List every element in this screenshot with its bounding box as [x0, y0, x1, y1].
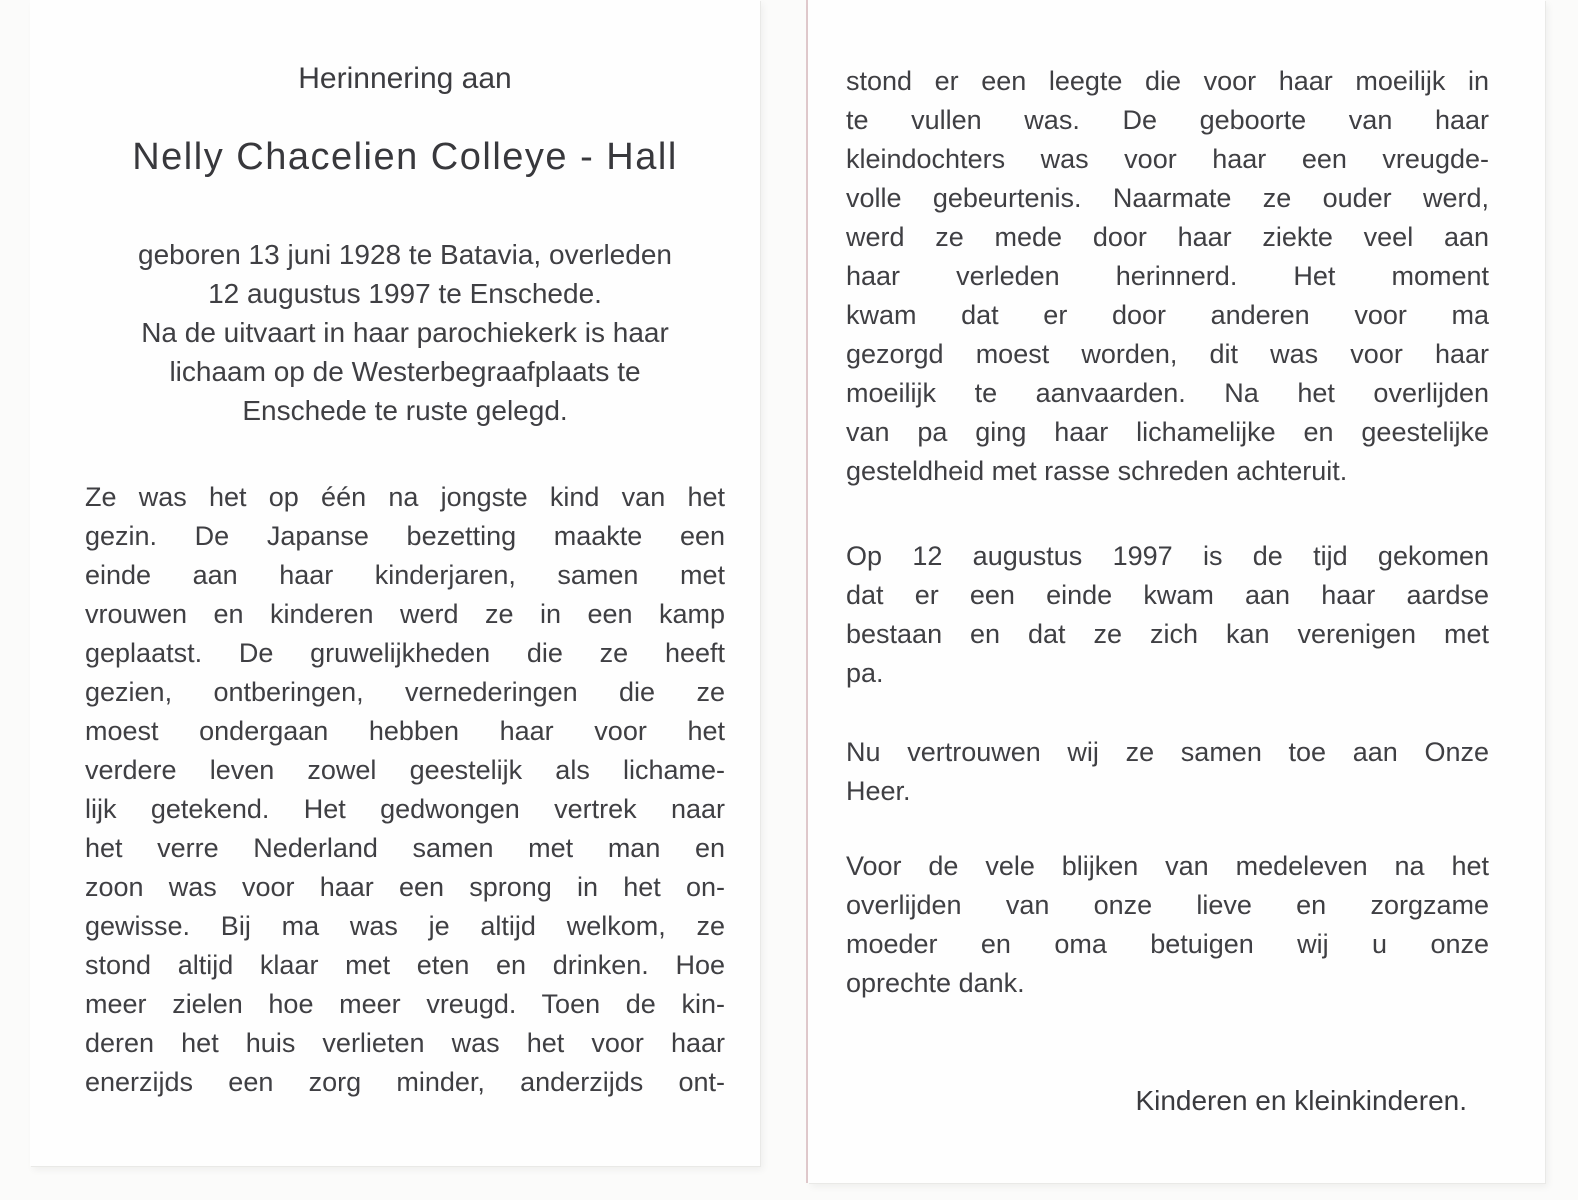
signature-line: Kinderen en kleinkinderen. — [1135, 1085, 1467, 1116]
right-paragraph-3: Nu vertrouwen wij ze samen toe aan Onze Heer. — [846, 737, 1489, 806]
left-body-text: Ze was het op één na jongste kind van het gezin. De Japanse bezetting maakte een einde aan haar kinderjaren, samen met vrouwen en kinderen werd ze in een kamp geplaatst. De gruwelijkheden die ze heeft gezien, ontberingen, vernederingen die ze moest ondergaan hebben haar voor het verdere leven zowel geestelijk als lichame- lijk getekend. Het gedwongen vertrek naar het verre Nederland samen met man en zoon was voor haar een sprong in het on- gewisse. Bij ma was je altijd welkom, ze stond altijd klaar met eten en drinken. Hoe meer zielen hoe meer vreugd. Toen de kin- deren het huis verlieten was het voor haar enerzijds een zorg minder, anderzijds ont- — [85, 482, 725, 1097]
right-paragraph-4: Voor de vele blijken van medeleven na het overlijden van onze lieve en zorgzame moeder en oma betuigen wij u onze oprechte dank. — [846, 851, 1489, 998]
card-page-right — [808, 0, 1545, 1183]
right-paragraph-1: stond er een leegte die voor haar moeilijk in te vullen was. De geboorte van haar kleindochters was voor haar een vreugde- volle gebeurtenis. Naarmate ze ouder werd, werd ze mede door haar ziekte veel aan haar verleden herinnerd. Het moment kwam dat er door anderen voor ma gezorgd moest worden, dit was voor haar moeilijk te aanvaarden. Na het overlijden van pa ging haar lichamelijke en geestelijke gesteldheid met rasse schreden achteruit. — [846, 66, 1489, 486]
card-page-left — [30, 0, 760, 1166]
birth-death-info: geboren 13 juni 1928 te Batavia, overleden 12 augustus 1997 te Enschede. Na de uitvaart in haar parochiekerk is haar lichaam op de Westerbegraafplaats te Enschede te ruste gelegd. — [138, 239, 672, 426]
page-header: Herinnering aan — [298, 62, 512, 95]
deceased-name: Nelly Chacelien Colleye - Hall — [132, 136, 678, 178]
right-paragraph-2: Op 12 augustus 1997 is de tijd gekomen dat er een einde kwam aan haar aardse bestaan en dat ze zich kan verenigen met pa. — [846, 541, 1489, 688]
